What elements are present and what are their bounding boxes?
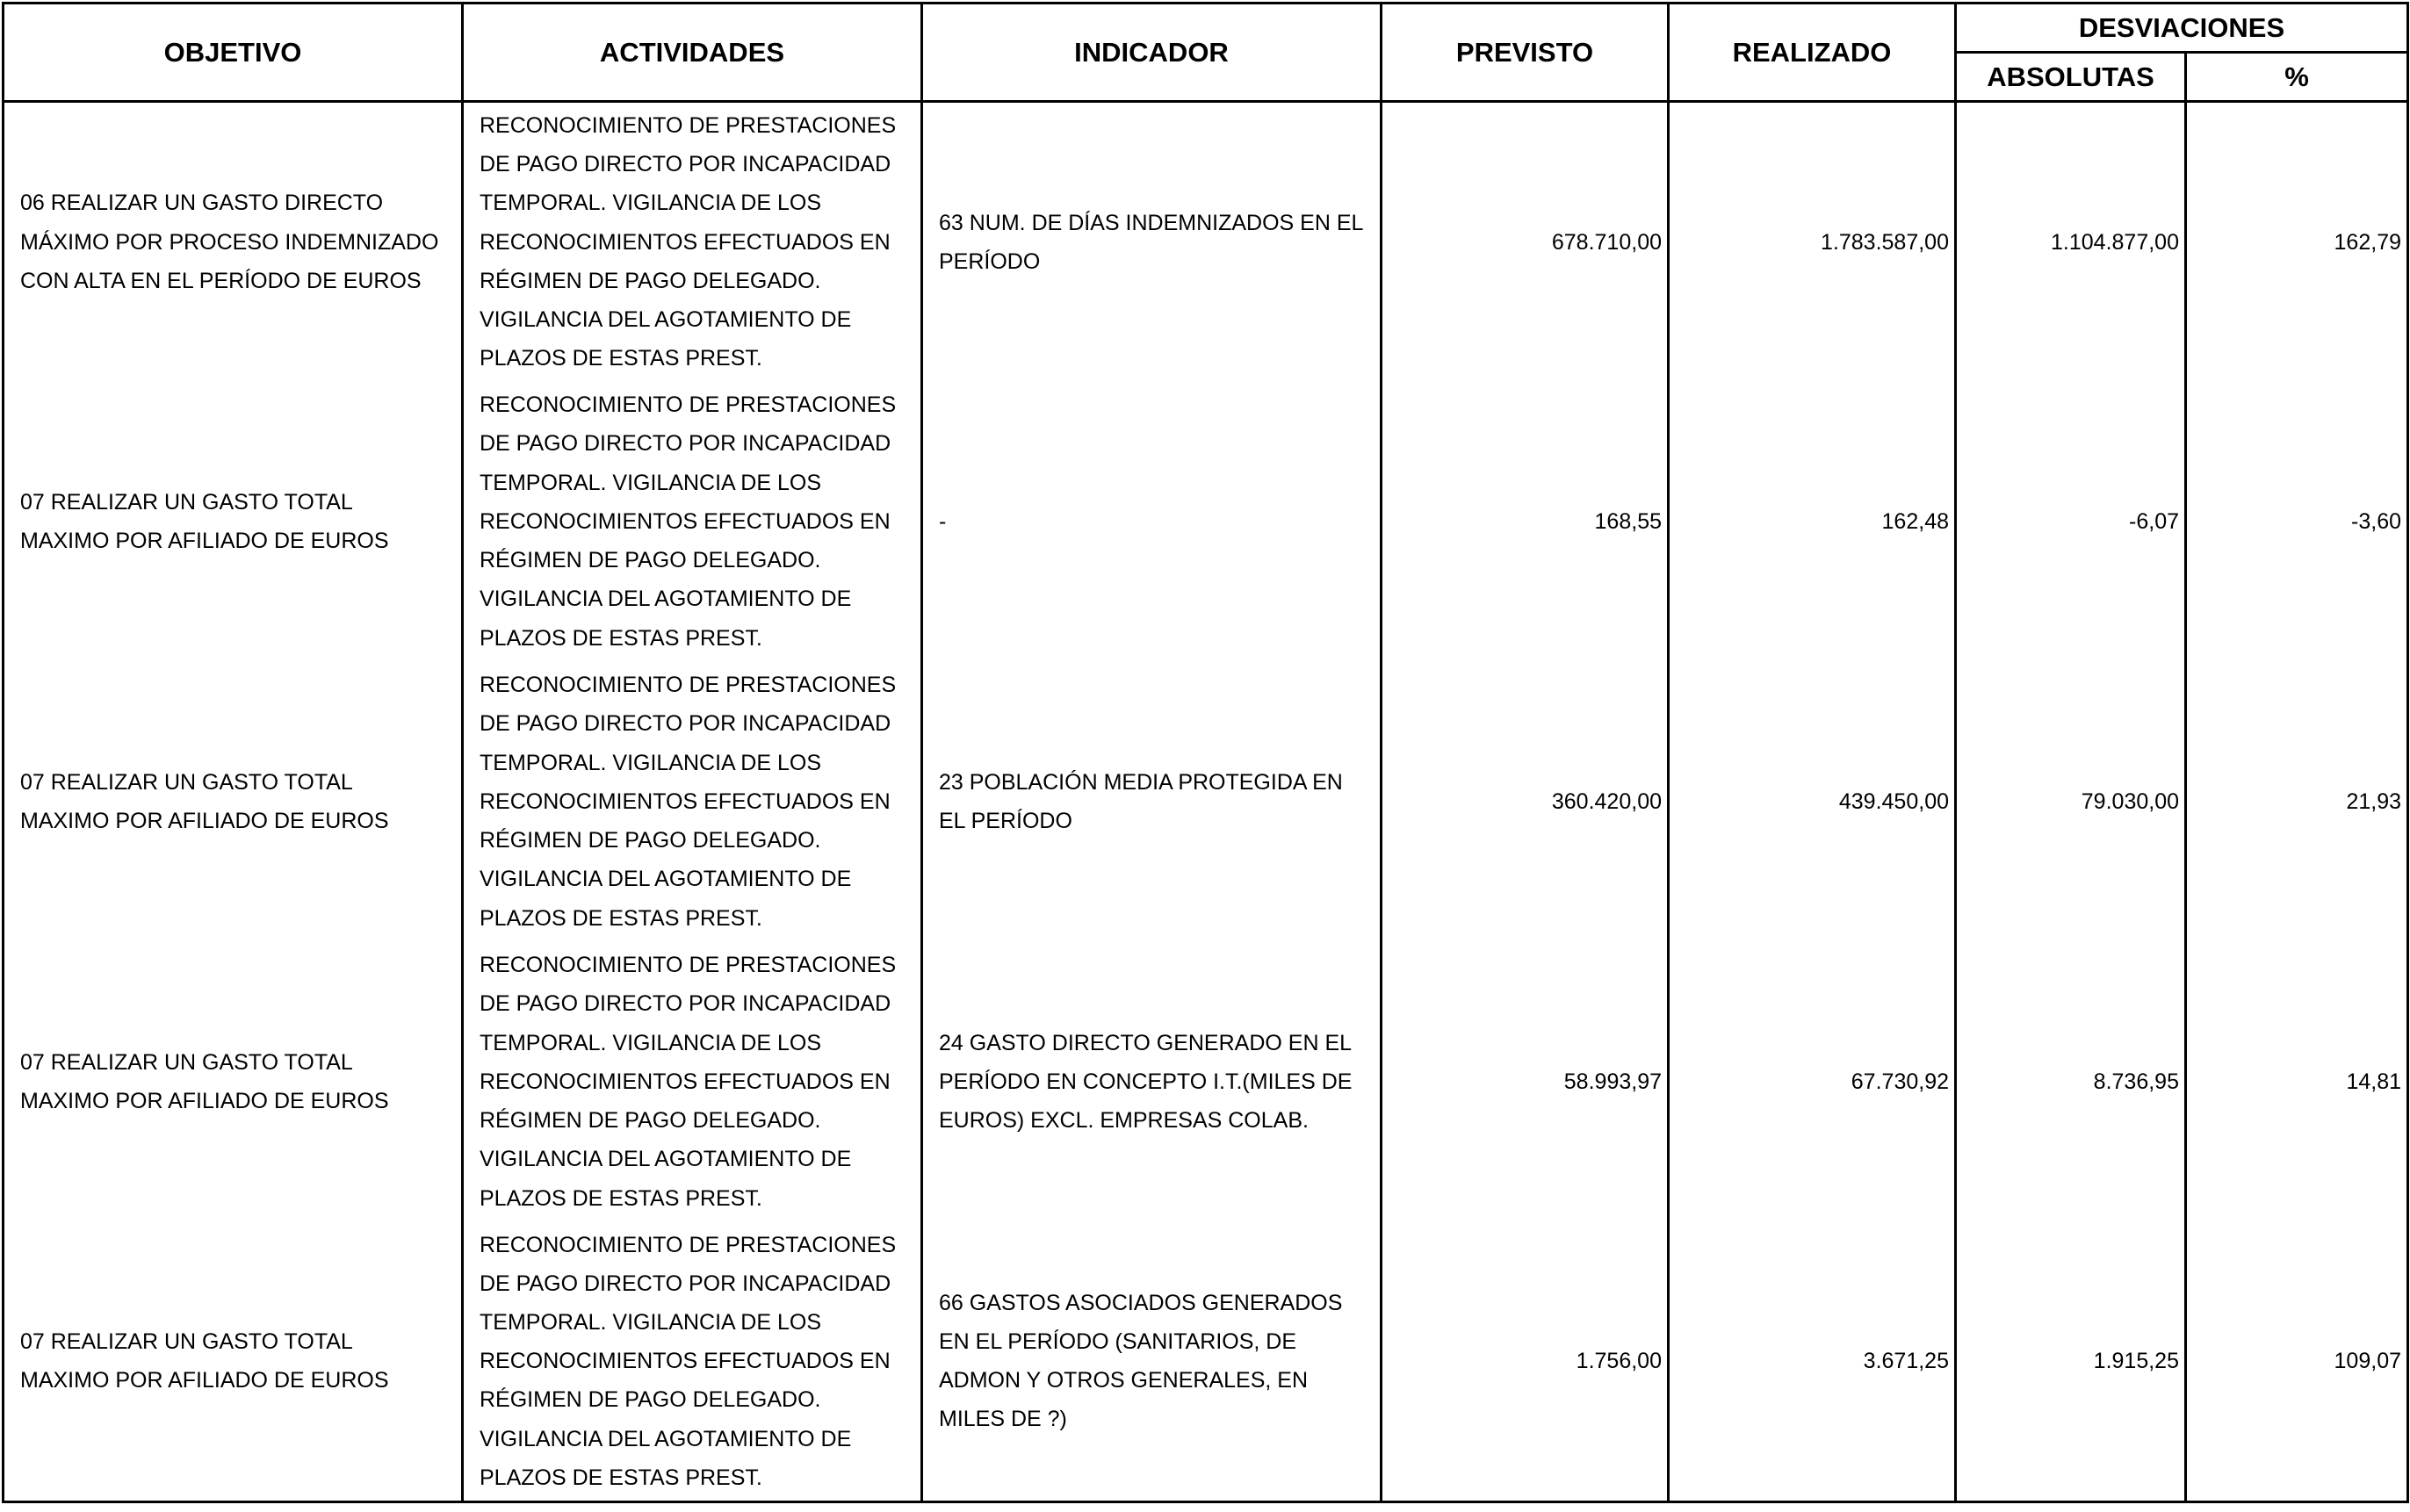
cell-absolutas: -6,07 [1956,382,2186,662]
table-row [4,662,2408,942]
header-previsto: PREVISTO [1382,4,1669,102]
cell-porcentaje: 14,81 [2186,942,2408,1222]
cell-objetivo: 07 REALIZAR UN GASTO TOTAL MAXIMO POR AFILIADO DE EUROS [4,382,463,662]
cell-realizado: 439.450,00 [1669,662,1956,942]
cell-indicador: 23 POBLACIÓN MEDIA PROTEGIDA EN EL PERÍODO [922,662,1382,942]
cell-previsto: 360.420,00 [1382,662,1669,942]
cell-indicador: 24 GASTO DIRECTO GENERADO EN EL PERÍODO EN CONCEPTO I.T.(MILES DE EUROS) EXCL. EMPRESAS COLAB. [922,942,1382,1222]
table-body [4,102,2408,1502]
header-absolutas: ABSOLUTAS [1956,53,2186,102]
cell-realizado: 3.671,25 [1669,1222,1956,1502]
cell-previsto: 678.710,00 [1382,102,1669,382]
cell-porcentaje: 162,79 [2186,102,2408,382]
cell-previsto: 58.993,97 [1382,942,1669,1222]
cell-porcentaje: -3,60 [2186,382,2408,662]
cell-realizado: 67.730,92 [1669,942,1956,1222]
cell-realizado: 162,48 [1669,382,1956,662]
table-header [4,4,2408,102]
cell-actividades: RECONOCIMIENTO DE PRESTACIONES DE PAGO DIRECTO POR INCAPACIDAD TEMPORAL. VIGILANCIA DE LOS RECONOCIMIENTOS EFECTUADOS EN RÉGIMEN DE PAGO DELEGADO. VIGILANCIA DEL AGOTAMIENTO DE PLAZOS DE ESTAS PREST. [463,662,922,942]
cell-actividades: RECONOCIMIENTO DE PRESTACIONES DE PAGO DIRECTO POR INCAPACIDAD TEMPORAL. VIGILANCIA DE LOS RECONOCIMIENTOS EFECTUADOS EN RÉGIMEN DE PAGO DELEGADO. VIGILANCIA DEL AGOTAMIENTO DE PLAZOS DE ESTAS PREST. [463,1222,922,1502]
table-row [4,1222,2408,1502]
cell-actividades: RECONOCIMIENTO DE PRESTACIONES DE PAGO DIRECTO POR INCAPACIDAD TEMPORAL. VIGILANCIA DE LOS RECONOCIMIENTOS EFECTUADOS EN RÉGIMEN DE PAGO DELEGADO. VIGILANCIA DEL AGOTAMIENTO DE PLAZOS DE ESTAS PREST. [463,942,922,1222]
cell-absolutas: 8.736,95 [1956,942,2186,1222]
cell-actividades: RECONOCIMIENTO DE PRESTACIONES DE PAGO DIRECTO POR INCAPACIDAD TEMPORAL. VIGILANCIA DE LOS RECONOCIMIENTOS EFECTUADOS EN RÉGIMEN DE PAGO DELEGADO. VIGILANCIA DEL AGOTAMIENTO DE PLAZOS DE ESTAS PREST. [463,102,922,382]
cell-objetivo: 06 REALIZAR UN GASTO DIRECTO MÁXIMO POR PROCESO INDEMNIZADO CON ALTA EN EL PERÍODO DE EUROS [4,102,463,382]
cell-actividades: RECONOCIMIENTO DE PRESTACIONES DE PAGO DIRECTO POR INCAPACIDAD TEMPORAL. VIGILANCIA DE LOS RECONOCIMIENTOS EFECTUADOS EN RÉGIMEN DE PAGO DELEGADO. VIGILANCIA DEL AGOTAMIENTO DE PLAZOS DE ESTAS PREST. [463,382,922,662]
cell-realizado: 1.783.587,00 [1669,102,1956,382]
table-row [4,382,2408,662]
header-porcentaje: % [2186,53,2408,102]
header-desviaciones: DESVIACIONES [1956,4,2408,53]
header-actividades: ACTIVIDADES [463,4,922,102]
cell-objetivo: 07 REALIZAR UN GASTO TOTAL MAXIMO POR AFILIADO DE EUROS [4,942,463,1222]
cell-indicador: 63 NUM. DE DÍAS INDEMNIZADOS EN EL PERÍODO [922,102,1382,382]
table-row [4,102,2408,382]
cell-objetivo: 07 REALIZAR UN GASTO TOTAL MAXIMO POR AFILIADO DE EUROS [4,662,463,942]
cell-absolutas: 1.104.877,00 [1956,102,2186,382]
cell-indicador: - [922,382,1382,662]
cell-indicador: 66 GASTOS ASOCIADOS GENERADOS EN EL PERÍODO (SANITARIOS, DE ADMON Y OTROS GENERALES, EN MILES DE ?) [922,1222,1382,1502]
header-realizado: REALIZADO [1669,4,1956,102]
cell-absolutas: 1.915,25 [1956,1222,2186,1502]
cell-absolutas: 79.030,00 [1956,662,2186,942]
cell-porcentaje: 109,07 [2186,1222,2408,1502]
table-row [4,942,2408,1222]
header-indicador: INDICADOR [922,4,1382,102]
cell-objetivo: 07 REALIZAR UN GASTO TOTAL MAXIMO POR AFILIADO DE EUROS [4,1222,463,1502]
cell-previsto: 168,55 [1382,382,1669,662]
cell-porcentaje: 21,93 [2186,662,2408,942]
header-objetivo: OBJETIVO [4,4,463,102]
cell-previsto: 1.756,00 [1382,1222,1669,1502]
objectives-table [2,2,2409,1503]
